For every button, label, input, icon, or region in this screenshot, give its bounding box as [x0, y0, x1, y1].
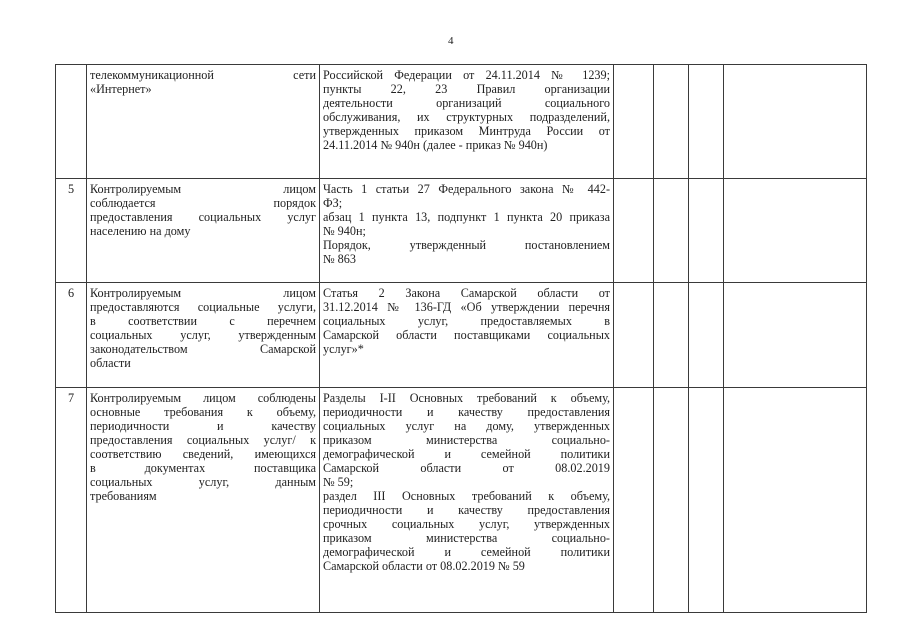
reference-line: Самарской области поставщиками социальных [323, 328, 610, 342]
requirement-line: Контролируемым лицом [90, 182, 316, 196]
empty-cell [689, 283, 724, 388]
requirement-cell [87, 179, 320, 283]
page-number: 4 [448, 35, 454, 47]
reference-line: Самарской области от 08.02.2019 [323, 461, 610, 475]
empty-cell [654, 179, 689, 283]
reference-line: Российской Федерации от 24.11.2014 № 1239; [323, 68, 610, 82]
empty-cell [614, 283, 654, 388]
reference-line: 31.12.2014 № 136-ГД «Об утверждении перечня [323, 300, 610, 314]
row-number [56, 65, 87, 179]
reference-line: приказом министерства социально- [323, 433, 610, 447]
requirement-line: области [90, 356, 131, 370]
reference-line: Порядок, утвержденный постановлением [323, 238, 610, 252]
reference-line: срочных социальных услуг, утвержденных [323, 517, 610, 531]
reference-line: абзац 1 пункта 13, подпункт 1 пункта 20 приказа [323, 210, 610, 224]
reference-line: обслуживания, их структурных подразделений, [323, 110, 610, 124]
reference-cell [320, 179, 614, 283]
reference-line: услуг»* [323, 342, 364, 356]
requirement-line: Контролируемым лицом соблюдены [90, 391, 316, 405]
reference-line: социальных услуг, предоставляемых в [323, 314, 610, 328]
reference-line: Статья 2 Закона Самарской области от [323, 286, 610, 300]
empty-cell [724, 65, 867, 179]
reference-line: ФЗ; [323, 196, 343, 210]
reference-cell [320, 388, 614, 613]
requirement-line: законодательством Самарской [90, 342, 316, 356]
empty-cell [654, 65, 689, 179]
reference-line: № 863 [323, 252, 356, 266]
row-number: 5 [56, 179, 87, 283]
requirement-line: основные требования к объему, [90, 405, 316, 419]
requirement-line: предоставления социальных услуг/ к [90, 433, 316, 447]
requirement-line: соответствию сведений, имеющихся [90, 447, 316, 461]
requirement-line: предоставления социальных услуг [90, 210, 316, 224]
reference-line: демографической и семейной политики [323, 545, 610, 559]
empty-cell [614, 388, 654, 613]
empty-cell [724, 283, 867, 388]
empty-cell [689, 179, 724, 283]
empty-cell [654, 388, 689, 613]
requirement-line: в соответствии с перечнем [90, 314, 316, 328]
reference-cell [320, 65, 614, 179]
table-row [56, 388, 867, 613]
requirement-line: периодичности и качеству [90, 419, 316, 433]
empty-cell [689, 65, 724, 179]
requirement-line: «Интернет» [90, 82, 152, 96]
requirement-line: соблюдается порядок [90, 196, 316, 210]
reference-line: № 940н; [323, 224, 366, 238]
reference-line: Часть 1 статьи 27 Федерального закона № 442- [323, 182, 610, 196]
reference-cell [320, 283, 614, 388]
reference-line: приказом министерства социально- [323, 531, 610, 545]
reference-line: утвержденных приказом Минтруда России от [323, 124, 610, 138]
row-number: 6 [56, 283, 87, 388]
reference-line: пункты 22, 23 Правил организации [323, 82, 610, 96]
row-number: 7 [56, 388, 87, 613]
requirement-cell [87, 388, 320, 613]
empty-cell [689, 388, 724, 613]
requirement-cell [87, 65, 320, 179]
empty-cell [724, 179, 867, 283]
reference-line: периодичности и качеству предоставления [323, 503, 610, 517]
reference-line: Самарской области от 08.02.2019 № 59 [323, 559, 525, 573]
requirement-line: предоставляются социальные услуги, [90, 300, 316, 314]
reference-line: демографической и семейной политики [323, 447, 610, 461]
reference-line: 24.11.2014 № 940н (далее - приказ № 940н) [323, 138, 548, 152]
requirement-line: Контролируемым лицом [90, 286, 316, 300]
requirement-line: телекоммуникационной сети [90, 68, 316, 82]
empty-cell [614, 65, 654, 179]
reference-line: деятельности организаций социального [323, 96, 610, 110]
reference-line: № 59; [323, 475, 354, 489]
requirement-line: населению на дому [90, 224, 191, 238]
table-row [56, 283, 867, 388]
requirement-cell [87, 283, 320, 388]
requirement-line: социальных услуг, данным [90, 475, 316, 489]
checklist-table [55, 64, 867, 613]
reference-line: Разделы I-II Основных требований к объему, [323, 391, 610, 405]
requirement-line: требованиям [90, 489, 157, 503]
empty-cell [614, 179, 654, 283]
requirement-line: в документах поставщика [90, 461, 316, 475]
reference-line: социальных услуг на дому, утвержденных [323, 419, 610, 433]
reference-line: периодичности и качеству предоставления [323, 405, 610, 419]
table-row [56, 179, 867, 283]
table-row [56, 65, 867, 179]
empty-cell [654, 283, 689, 388]
empty-cell [724, 388, 867, 613]
requirement-line: социальных услуг, утвержденным [90, 328, 316, 342]
reference-line: раздел III Основных требований к объему, [323, 489, 610, 503]
